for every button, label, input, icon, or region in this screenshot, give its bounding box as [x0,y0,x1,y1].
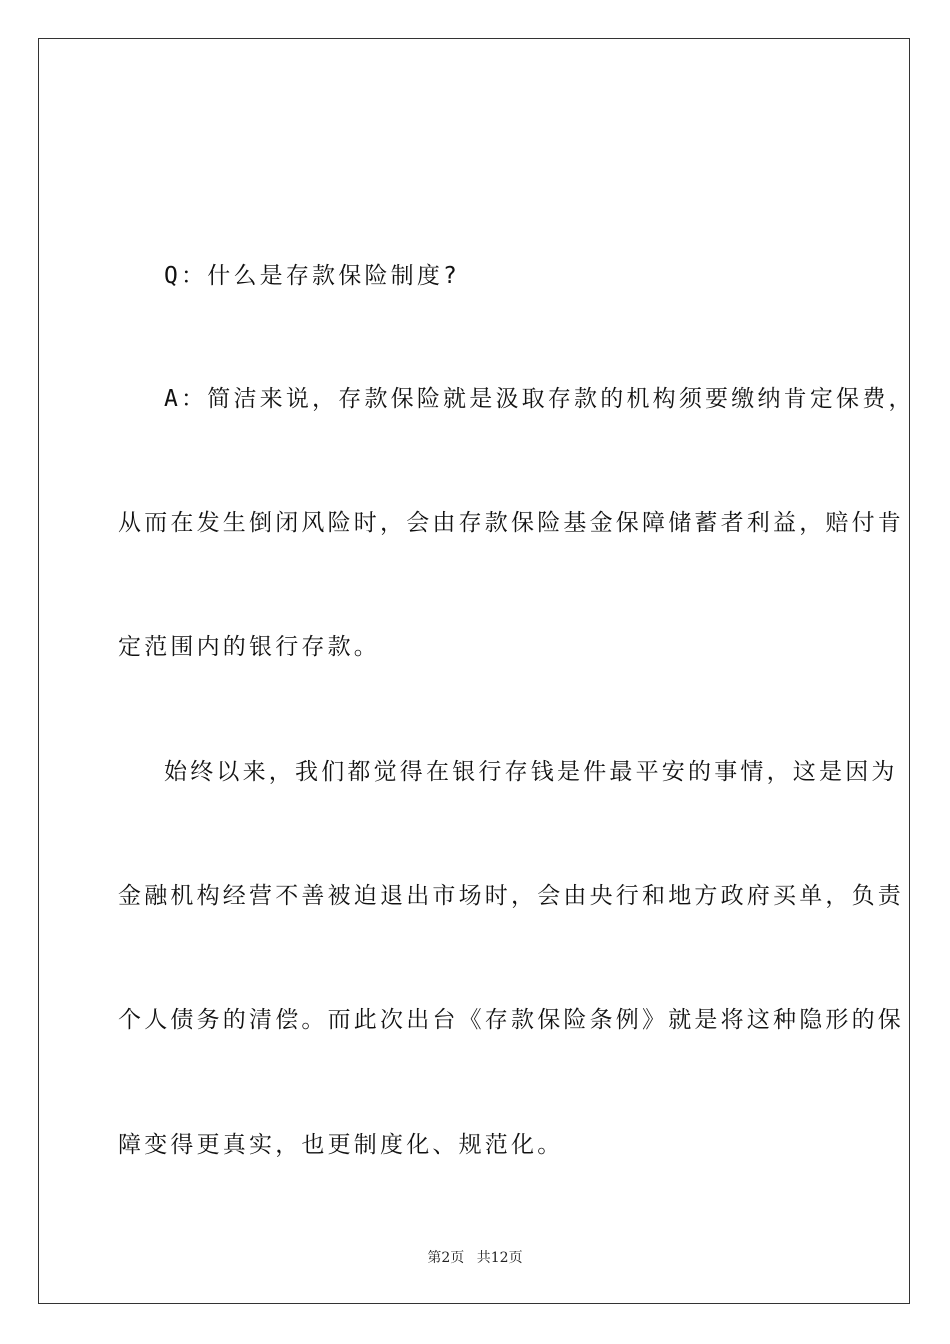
question-line: Q：什么是存款保险制度? [164,263,461,289]
answer-line-2: 从而在发生倒闭风险时，会由存款保险基金保障储蓄者利益，赔付肯 [118,510,904,536]
answer-line-1: A：简洁来说，存款保险就是汲取存款的机构须要缴纳肯定保费， [164,386,915,412]
page-number-total: 共12页 [476,1250,523,1266]
page-border [38,38,910,1304]
paragraph-line-2: 金融机构经营不善被迫退出市场时，会由央行和地方政府买单，负责 [118,883,904,909]
paragraph-line-3: 个人债务的清偿。而此次出台《存款保险条例》就是将这种隐形的保 [118,1007,904,1033]
paragraph-line-4: 障变得更真实，也更制度化、规范化。 [118,1132,564,1158]
answer-line-3: 定范围内的银行存款。 [118,634,380,660]
page-number-current: 第2页 [427,1250,465,1266]
page-footer [0,1247,950,1267]
paragraph-line-1: 始终以来，我们都觉得在银行存钱是件最平安的事情，这是因为 [164,759,898,785]
